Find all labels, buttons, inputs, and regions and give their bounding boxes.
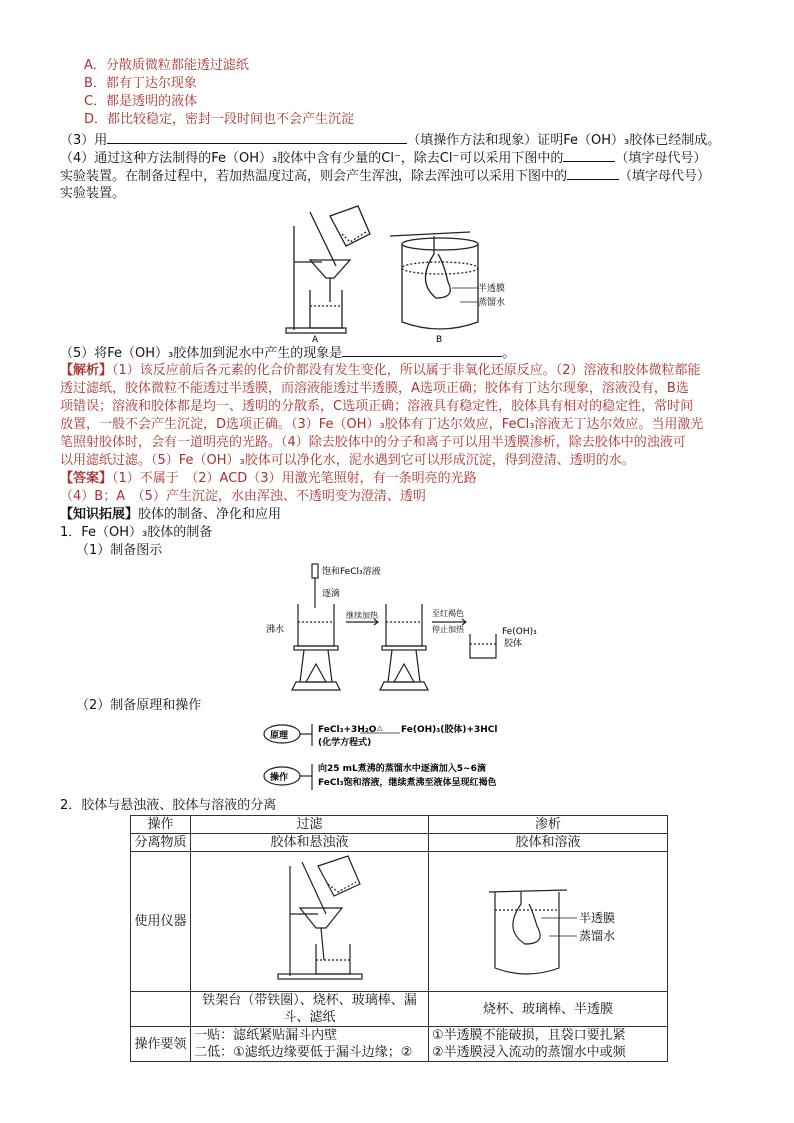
- analysis-line-6: 以用滤纸过滤。（5）Fe（OH）₃胶体可以净化水，泥水遇到它可以形成沉淀，得到澄清、透明的水。: [60, 453, 635, 468]
- to-red-brown-label: 至红褐色: [432, 609, 464, 618]
- label-water: 蒸馏水: [478, 298, 506, 308]
- section-2-title: 2．胶体与悬浊液、胶体与溶液的分离: [60, 798, 277, 813]
- answer-line-1: [60, 470, 477, 488]
- operation-line-1: 向25 mL煮沸的蒸馏水中逐滴加入5~6滴: [318, 764, 486, 774]
- dialysis-instrument-text: 烧杯、玻璃棒、半透膜: [429, 992, 668, 1027]
- option-a: A．分散质微粒都能透过滤纸: [84, 58, 249, 73]
- header-filter: 过滤: [191, 816, 429, 834]
- glass-rod-b: [390, 232, 470, 236]
- dialysis-figure: [429, 852, 667, 986]
- continue-heat-label: 继续加热: [346, 611, 378, 620]
- stop-heat-label: 停止加热: [432, 625, 464, 634]
- table-row: [131, 992, 668, 1027]
- extension-title: 胶体的制备、净化和应用: [138, 507, 282, 522]
- dropper-bulb: [312, 564, 318, 578]
- product-label-1: Fe(OH)₃: [502, 627, 537, 637]
- filter-stand-base: [278, 974, 362, 979]
- section-1-title: 1．Fe（OH）₃胶体的制备: [60, 525, 213, 540]
- q4-hint-2: （填字母代号）: [619, 169, 711, 184]
- answer-text-1: （1）不属于 （2）ACD（3）用激光笔照射，有一条明亮的光路: [112, 471, 477, 486]
- header-dialysis: 渗析: [429, 816, 668, 834]
- section-1-sub1: （1）制备图示: [76, 543, 163, 558]
- instrument-label-spacer: [131, 992, 191, 1027]
- dialysis-instrument-figure: [429, 852, 668, 992]
- analysis-tag: 【解析】: [60, 363, 113, 378]
- filter-funnel: [300, 908, 342, 928]
- question-4-line1: [60, 149, 706, 168]
- question-3: [60, 131, 720, 150]
- filter-substance: 胶体和悬浊液: [191, 834, 429, 852]
- dialysis-glass-rod: [489, 890, 567, 892]
- q3-blank[interactable]: [107, 131, 407, 144]
- equation-right: Fe(OH)₃(胶体)+3HCl: [401, 725, 498, 735]
- dialysis-bag: [513, 892, 540, 944]
- dialysis-procedure: [429, 1027, 668, 1062]
- analysis-line-4: 放置，一般不会产生沉淀，D选项正确。（3）Fe（OH）₃胶体有丁达尔效应，FeCl₃溶液无丁达尔效应。当用激光: [60, 417, 704, 432]
- analysis-line-3: 项错误；溶液和胶体都是均一、透明的分散系，C选项正确；溶液具有稳定性，胶体具有相对的稳定性，常时间: [60, 399, 694, 414]
- equation-note: (化学方程式): [318, 738, 372, 748]
- dialysis-membrane-label: 半透膜: [579, 911, 616, 925]
- burner-2: [394, 664, 414, 682]
- question-4-line3: 实验装置。: [60, 186, 126, 201]
- row-label-procedure: 操作要领: [131, 1027, 191, 1062]
- dialysis-water-label: 蒸馏水: [579, 929, 616, 943]
- option-d: D．都比较稳定，密封一段时间也不会产生沉淀: [84, 112, 355, 127]
- dialysis-procedure-1: ①半透膜不能破损，且袋口要扎紧: [432, 1028, 626, 1043]
- filter-instrument-figure: [191, 852, 429, 992]
- filter-procedure-2: 二低：①滤纸边缘要低于漏斗边缘；②: [194, 1045, 413, 1060]
- filter-instrument-text-2: 斗、滤纸: [283, 1010, 336, 1025]
- row-label-instrument: 使用仪器: [131, 852, 191, 992]
- analysis-line-2: 透过滤纸，胶体微粒不能透过半透膜，而溶液能透过半透膜，A选项正确；胶体有丁达尔现象，溶液没有，B选: [60, 381, 689, 396]
- principle-label: 原理: [270, 731, 289, 741]
- extension-heading: [60, 506, 281, 524]
- filter-instrument-text: [191, 992, 429, 1027]
- q4-text-2: 实验装置。在制备过程中，若加热温度过高，则会产生浑浊，除去浑浊可以采用下图中的: [60, 169, 568, 184]
- option-c: C．都是透明的液体: [84, 94, 198, 109]
- header-op: 操作: [131, 816, 191, 834]
- boiling-water-label: 沸水: [266, 625, 285, 635]
- preparation-figure: [260, 560, 560, 700]
- row-label-substance: 分离物质: [131, 834, 191, 852]
- filtration-figure: [194, 852, 426, 986]
- label-membrane: 半透膜: [478, 284, 506, 294]
- funnel: [310, 260, 350, 278]
- q5-blank[interactable]: [342, 344, 502, 357]
- operation-line-2: FeCl₃饱和溶液，继续煮沸至液体呈现红褐色: [318, 778, 497, 788]
- filter-procedure-1: 一贴：滤纸紧贴漏斗内壁: [194, 1028, 338, 1043]
- filter-beaker: [316, 944, 350, 974]
- table-row: [131, 834, 668, 852]
- pouring-beaker: [330, 206, 370, 246]
- section-1-sub2: （2）制备原理和操作: [76, 698, 202, 713]
- label-b: B: [436, 335, 443, 342]
- dialysis-substance: 胶体和溶液: [429, 834, 668, 852]
- table-row: [131, 852, 668, 992]
- principle-diagram: [260, 718, 560, 796]
- question-4-line2: [60, 167, 710, 186]
- equation-condition: △: [377, 724, 383, 732]
- filter-pour-beaker: [318, 856, 360, 896]
- semipermeable-bag: [425, 236, 450, 298]
- analysis-line-1: [60, 362, 701, 380]
- filter-procedure: [191, 1027, 429, 1062]
- beaker-1: [298, 604, 334, 646]
- answer-line-2: （4）B；A （5）产生沉淀，水由浑浊、不透明变为澄清、透明: [60, 489, 426, 504]
- dropwise-label: 逐滴: [322, 589, 341, 599]
- q5-suffix: 。: [502, 346, 516, 361]
- beaker-a: [310, 290, 342, 328]
- equation-left: FeCl₃+3H₂O: [318, 725, 377, 735]
- product-label-2: 胶体: [504, 639, 523, 649]
- q3-suffix: （填操作方法和现象）证明Fe（OH）₃胶体已经制成。: [407, 133, 721, 148]
- table-row: [131, 1027, 668, 1062]
- dialysis-procedure-2: ②半透膜浸入流动的蒸馏水中或频: [432, 1045, 626, 1060]
- answer-tag: 【答案】: [60, 471, 113, 486]
- separation-table: [130, 815, 668, 1062]
- question-5: [60, 344, 515, 363]
- table-header-row: [131, 816, 668, 834]
- operation-label: 操作: [270, 773, 289, 783]
- reagent-label: 饱和FeCl₃溶液: [322, 567, 381, 577]
- label-a: A: [312, 335, 319, 342]
- filter-instrument-text-1: 铁架台（带铁圈）、烧杯、玻璃棒、漏: [202, 993, 417, 1008]
- q4-blank-1[interactable]: [563, 149, 615, 162]
- q4-text-1: （4）通过这种方法制得的Fe（OH）₃胶体中含有少量的Cl⁻，除去Cl⁻可以采用下图中的: [60, 151, 564, 166]
- dialysis-beaker: [495, 892, 559, 974]
- option-b: B．都有丁达尔现象: [84, 76, 197, 91]
- q5-prefix: （5）将Fe（OH）₃胶体加到泥水中产生的现象是: [60, 346, 343, 361]
- stand-base: [286, 328, 346, 333]
- burner-1: [306, 664, 326, 682]
- q3-prefix: （3）用: [60, 133, 108, 148]
- beaker-2: [386, 604, 422, 646]
- q4-hint-1: （填字母代号）: [615, 151, 707, 166]
- apparatus-figure: [280, 202, 510, 342]
- beaker-3: [470, 634, 496, 658]
- q4-blank-2[interactable]: [567, 167, 619, 180]
- beaker-b-top: [402, 238, 478, 250]
- filter-glass-rod: [302, 862, 326, 914]
- analysis-text: （1）该反应前后各元素的化合价都没有发生变化，所以属于非氧化还原反应。（2）溶液和胶体微粒都能: [112, 363, 701, 378]
- analysis-line-5: 笔照射胶体时，会有一道明亮的光路。（4）除去胶体中的分子和离子可以用半透膜渗析，除去胶体中的浊液可: [60, 435, 686, 450]
- extension-tag: 【知识拓展】: [60, 507, 139, 522]
